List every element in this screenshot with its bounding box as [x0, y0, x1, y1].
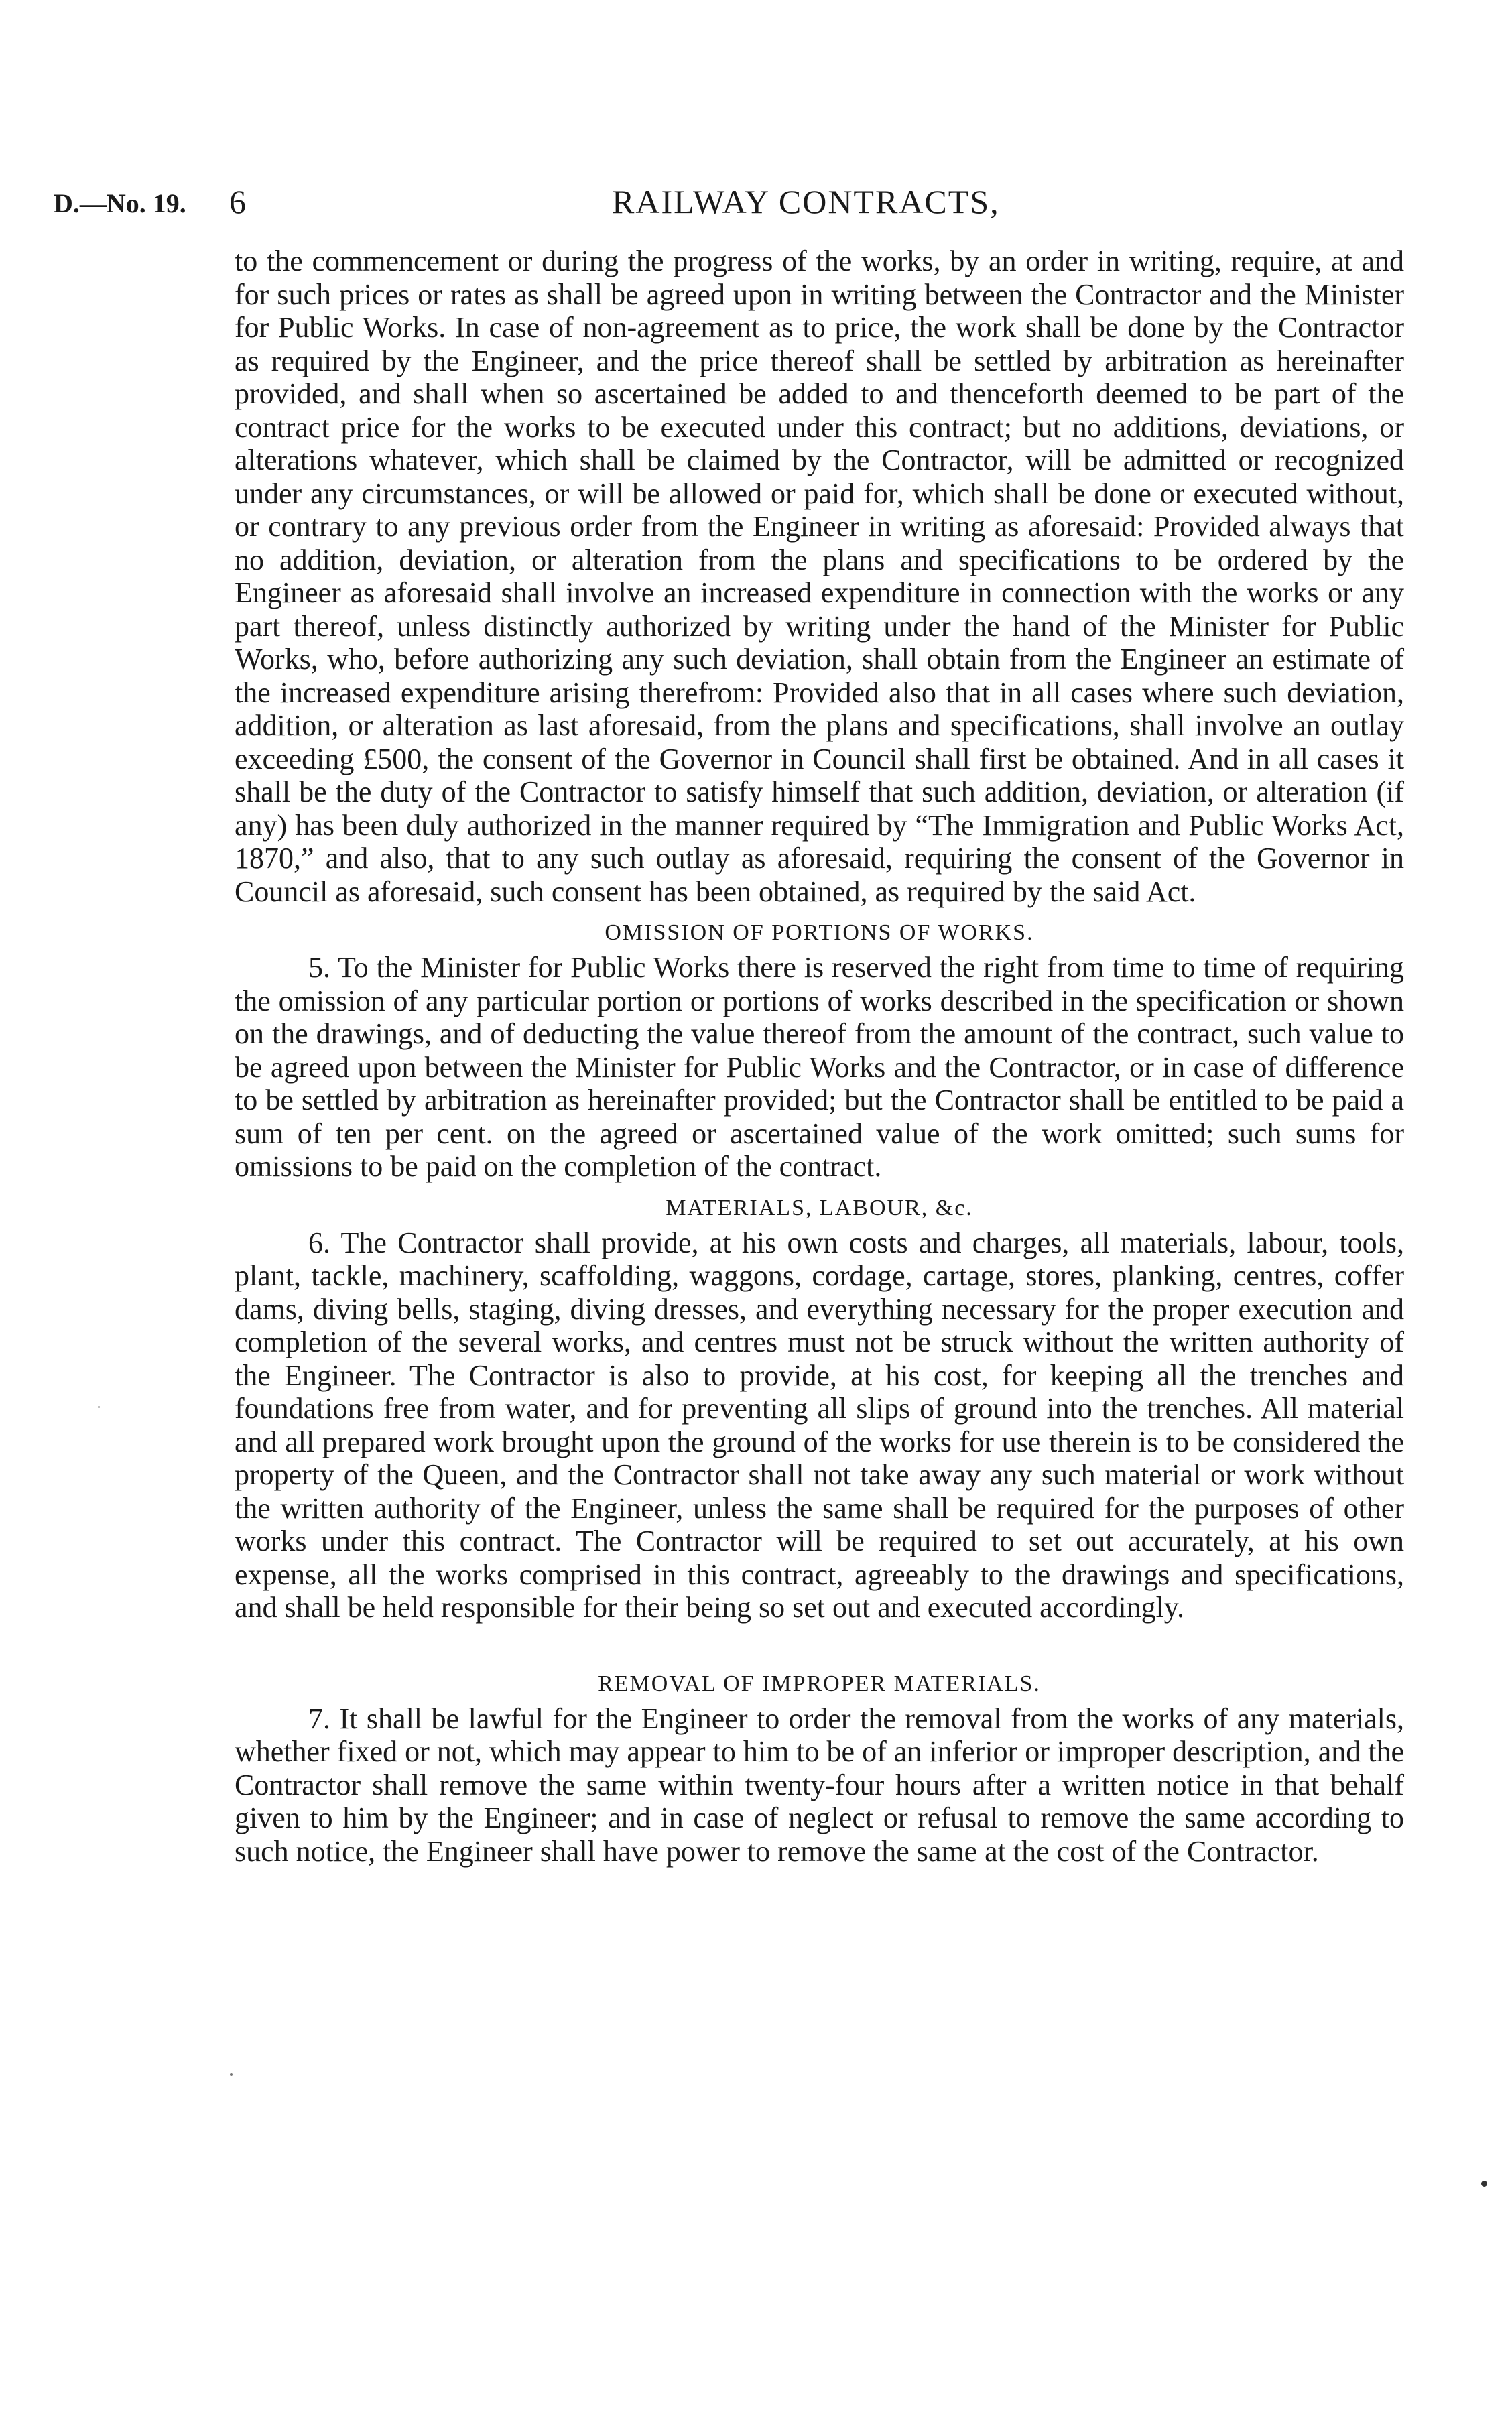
clause-6-paragraph: 6. The Contractor shall provide, at his own costs and charges, all materials, labour, tools, plant, tackle, machinery, scaffolding, waggons, cordage, cartage, stores, planking, centres, coffer dams, diving bells, staging, diving dresses, and everything necessary for the proper execution and completion of the several works, and centres must not be struck without the written authority of the Engineer. The Contractor is also to provide, at his cost, for keeping all the trenches and foundations free from water, and for preventing all slips of ground into the trenches. All material and all prepared work brought upon the ground of the works for use therein is to be considered the property of the Queen, and the Contractor shall not take away any such material or work without the written authority of the Engineer, unless the same shall be required for the purposes of other works under this contract. The Contractor will be required to set out accurately, at his own expense, all the works comprised in this contract, agreeably to the drawings and specifications, and shall be held responsible for their being so set out and executed accordingly. [235, 1226, 1404, 1624]
ink-speck [98, 1406, 100, 1408]
section-heading-materials: MATERIALS, LABOUR, &c. [666, 1195, 973, 1220]
continuation-paragraph: to the commencement or during the progress of the works, by an order in writing, require, at and for such prices or rates as shall be agreed upon in writing between the Contractor and the Minister for Public Works. In case of non-agreement as to price, the work shall be done by the Contractor as required by the Engineer, and the price thereof shall be settled by arbitration as hereinafter provided, and shall when so ascertained be added to and thenceforth deemed to be part of the contract price for the works to be executed under this contract; but no additions, deviations, or alterations whatever, which shall be claimed by the Contractor, will be admitted or recognized under any circumstances, or will be allowed or paid for, which shall be done or executed without, or contrary to any previous order from the Engineer in writing as aforesaid: Provided always that no addition, deviation, or alteration from the plans and specifications to be ordered by the Engineer as aforesaid shall involve an increased expenditure in connection with the works or any part thereof, unless distinctly authorized by writing under the hand of the Minister for Public Works, who, before authorizing any such deviation, shall obtain from the Engineer an estimate of the increased expenditure arising therefrom: Provided also that in all cases where such deviation, addition, or alteration as last aforesaid, from the plans and specifications, shall involve an outlay exceeding £500, the consent of the Governor in Council shall first be obtained. And in all cases it shall be the duty of the Contractor to satisfy himself that such addition, deviation, or alteration (if any) has been duly authorized in the manner required by “The Immigration and Public Works Act, 1870,” and also, that to any such outlay as aforesaid, requiring the consent of the Governor in Council as aforesaid, such consent has been obtained, as required by the said Act. [235, 245, 1404, 908]
clause-5-paragraph: 5. To the Minister for Public Works there is reserved the right from time to time of requiring the omission of any particular portion or portions of works described in the specification or shown on the drawings, and of deducting the value thereof from the amount of the contract, such value to be agreed upon between the Minister for Public Works and the Contractor, or in case of difference to be settled by arbitration as hereinafter provided; but the Contractor shall be entitled to be paid a sum of ten per cent. on the agreed or ascertained value of the work omitted; such sums for omissions to be paid on the completion of the contract. [235, 951, 1404, 1183]
document-body [235, 245, 1404, 1868]
document-reference: D.—No. 19. [54, 188, 186, 218]
ink-speck [1481, 2181, 1487, 2187]
section-heading-removal: REMOVAL OF IMPROPER MATERIALS. [598, 1671, 1041, 1696]
running-title: RAILWAY CONTRACTS, [612, 183, 1000, 220]
section-heading-omission: OMISSION OF PORTIONS OF WORKS. [605, 920, 1034, 945]
ink-speck [230, 2073, 233, 2076]
page-number: 6 [229, 183, 246, 220]
clause-7-paragraph: 7. It shall be lawful for the Engineer to order the removal from the works of any materials, whether fixed or not, which may appear to him to be of an inferior or improper description, and the Contractor shall remove the same within twenty-four hours after a written notice in that behalf given to him by the Engineer; and in case of neglect or refusal to remove the same according to such notice, the Engineer shall have power to remove the same at the cost of the Contractor. [235, 1702, 1404, 1868]
